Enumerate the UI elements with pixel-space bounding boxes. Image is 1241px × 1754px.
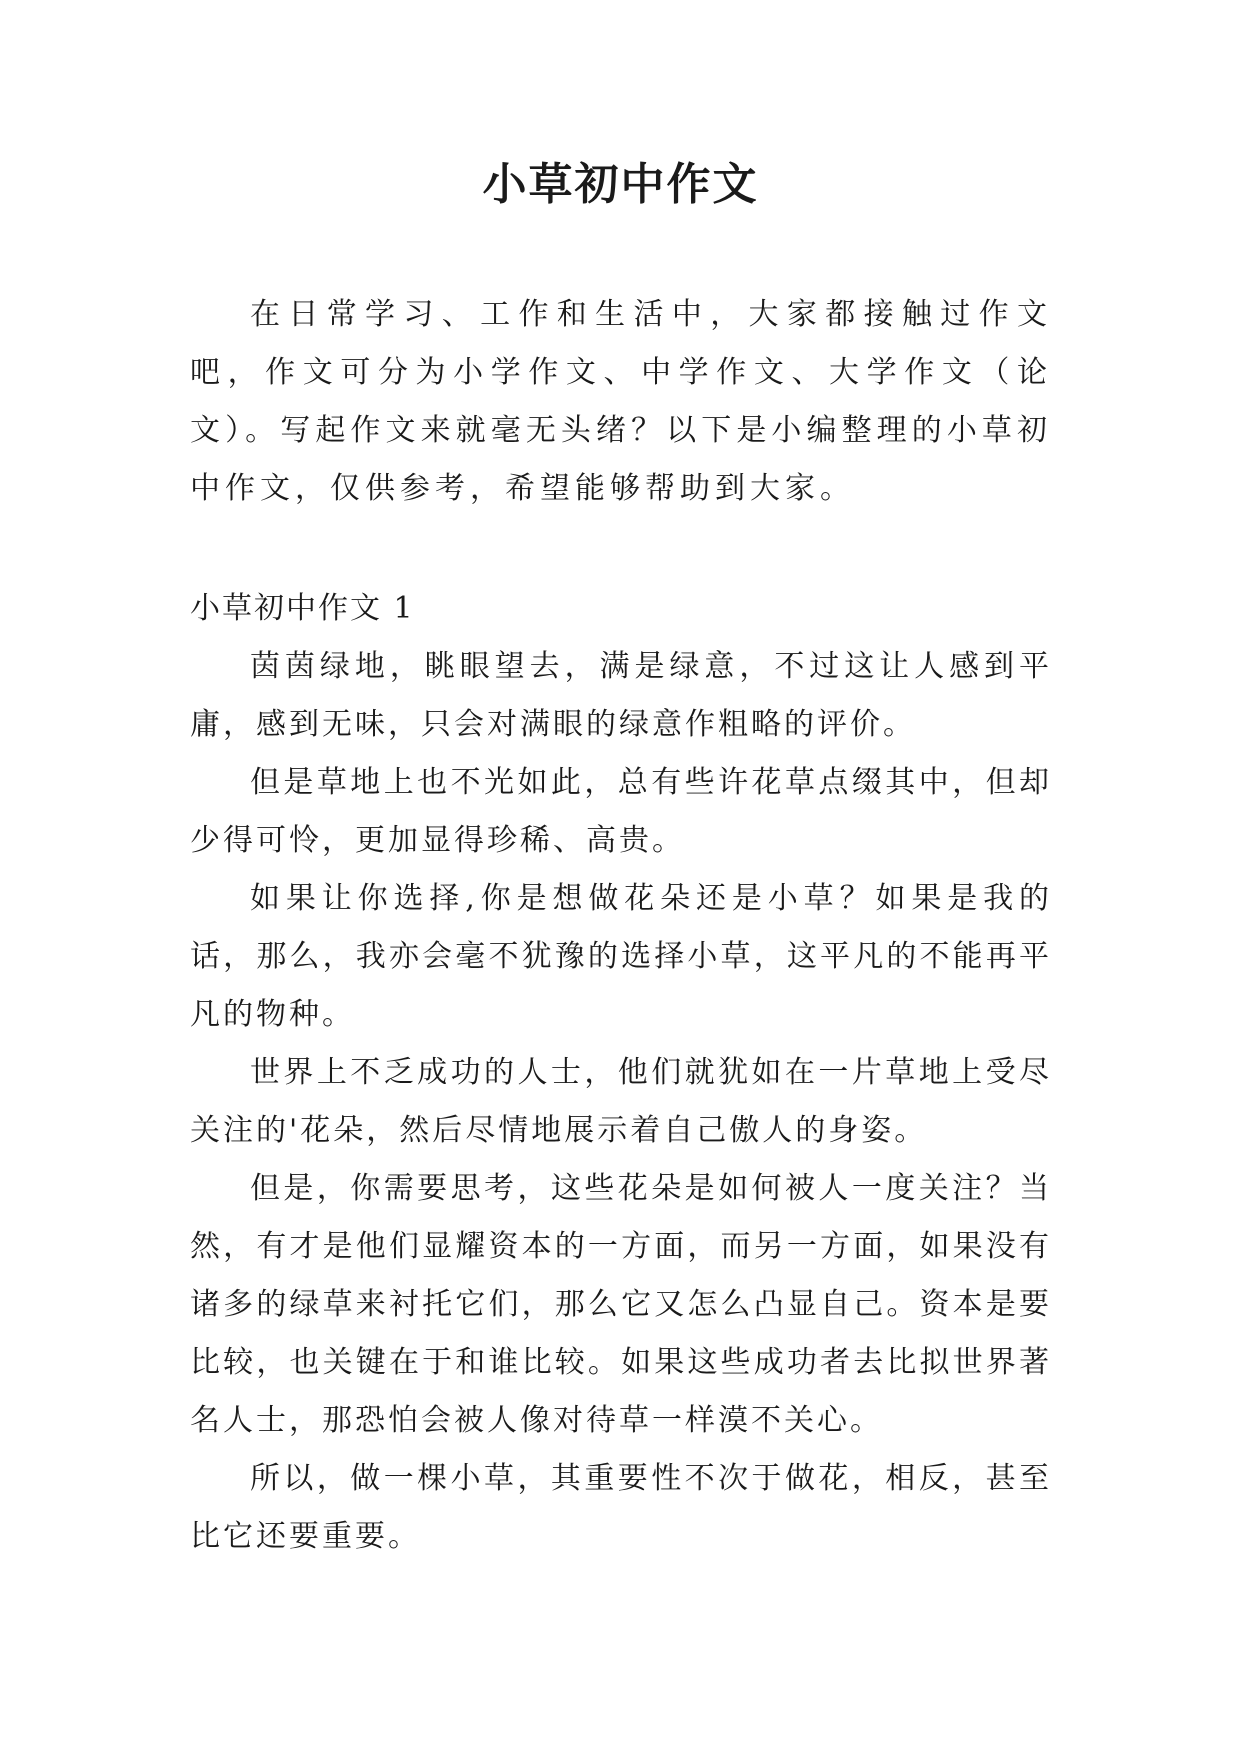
essay-paragraph-4: 世界上不乏成功的人士，他们就犹如在一片草地上受尽关注的'花朵，然后尽情地展示着自己傲人的身姿。 <box>190 1055 1052 1148</box>
essay-paragraph-5: 但是，你需要思考，这些花朵是如何被人一度关注？当然，有才是他们显耀资本的一方面，而另一方面，如果没有诸多的绿草来衬托它们，那么它又怎么凸显自己。资本是要比较，也关键在于和谁比较。如果这些成功者去比拟世界著名人士，那恐怕会被人像对待草一样漠不关心。 <box>190 1171 1052 1438</box>
essay-paragraph-6: 所以，做一棵小草，其重要性不次于做花，相反，甚至比它还要重要。 <box>190 1461 1052 1554</box>
essay-paragraph-1: 茵茵绿地，眺眼望去，满是绿意，不过这让人感到平庸，感到无味，只会对满眼的绿意作粗略的评价。 <box>190 649 1052 742</box>
essay-paragraph-3: 如果让你选择,你是想做花朵还是小草？如果是我的话，那么，我亦会毫不犹豫的选择小草，这平凡的不能再平凡的物种。 <box>190 881 1052 1032</box>
document-body <box>190 286 1052 1566</box>
section-heading: 小草初中作文 1 <box>190 591 415 626</box>
intro-paragraph: 在日常学习、工作和生活中，大家都接触过作文吧，作文可分为小学作文、中学作文、大学作文（论文）。写起作文来就毫无头绪？以下是小编整理的小草初中作文，仅供参考，希望能够帮助到大家。 <box>190 297 1052 506</box>
document-title: 小草初中作文 <box>482 159 759 210</box>
essay-paragraph-2: 但是草地上也不光如此，总有些许花草点缀其中，但却少得可怜，更加显得珍稀、高贵。 <box>190 765 1052 858</box>
